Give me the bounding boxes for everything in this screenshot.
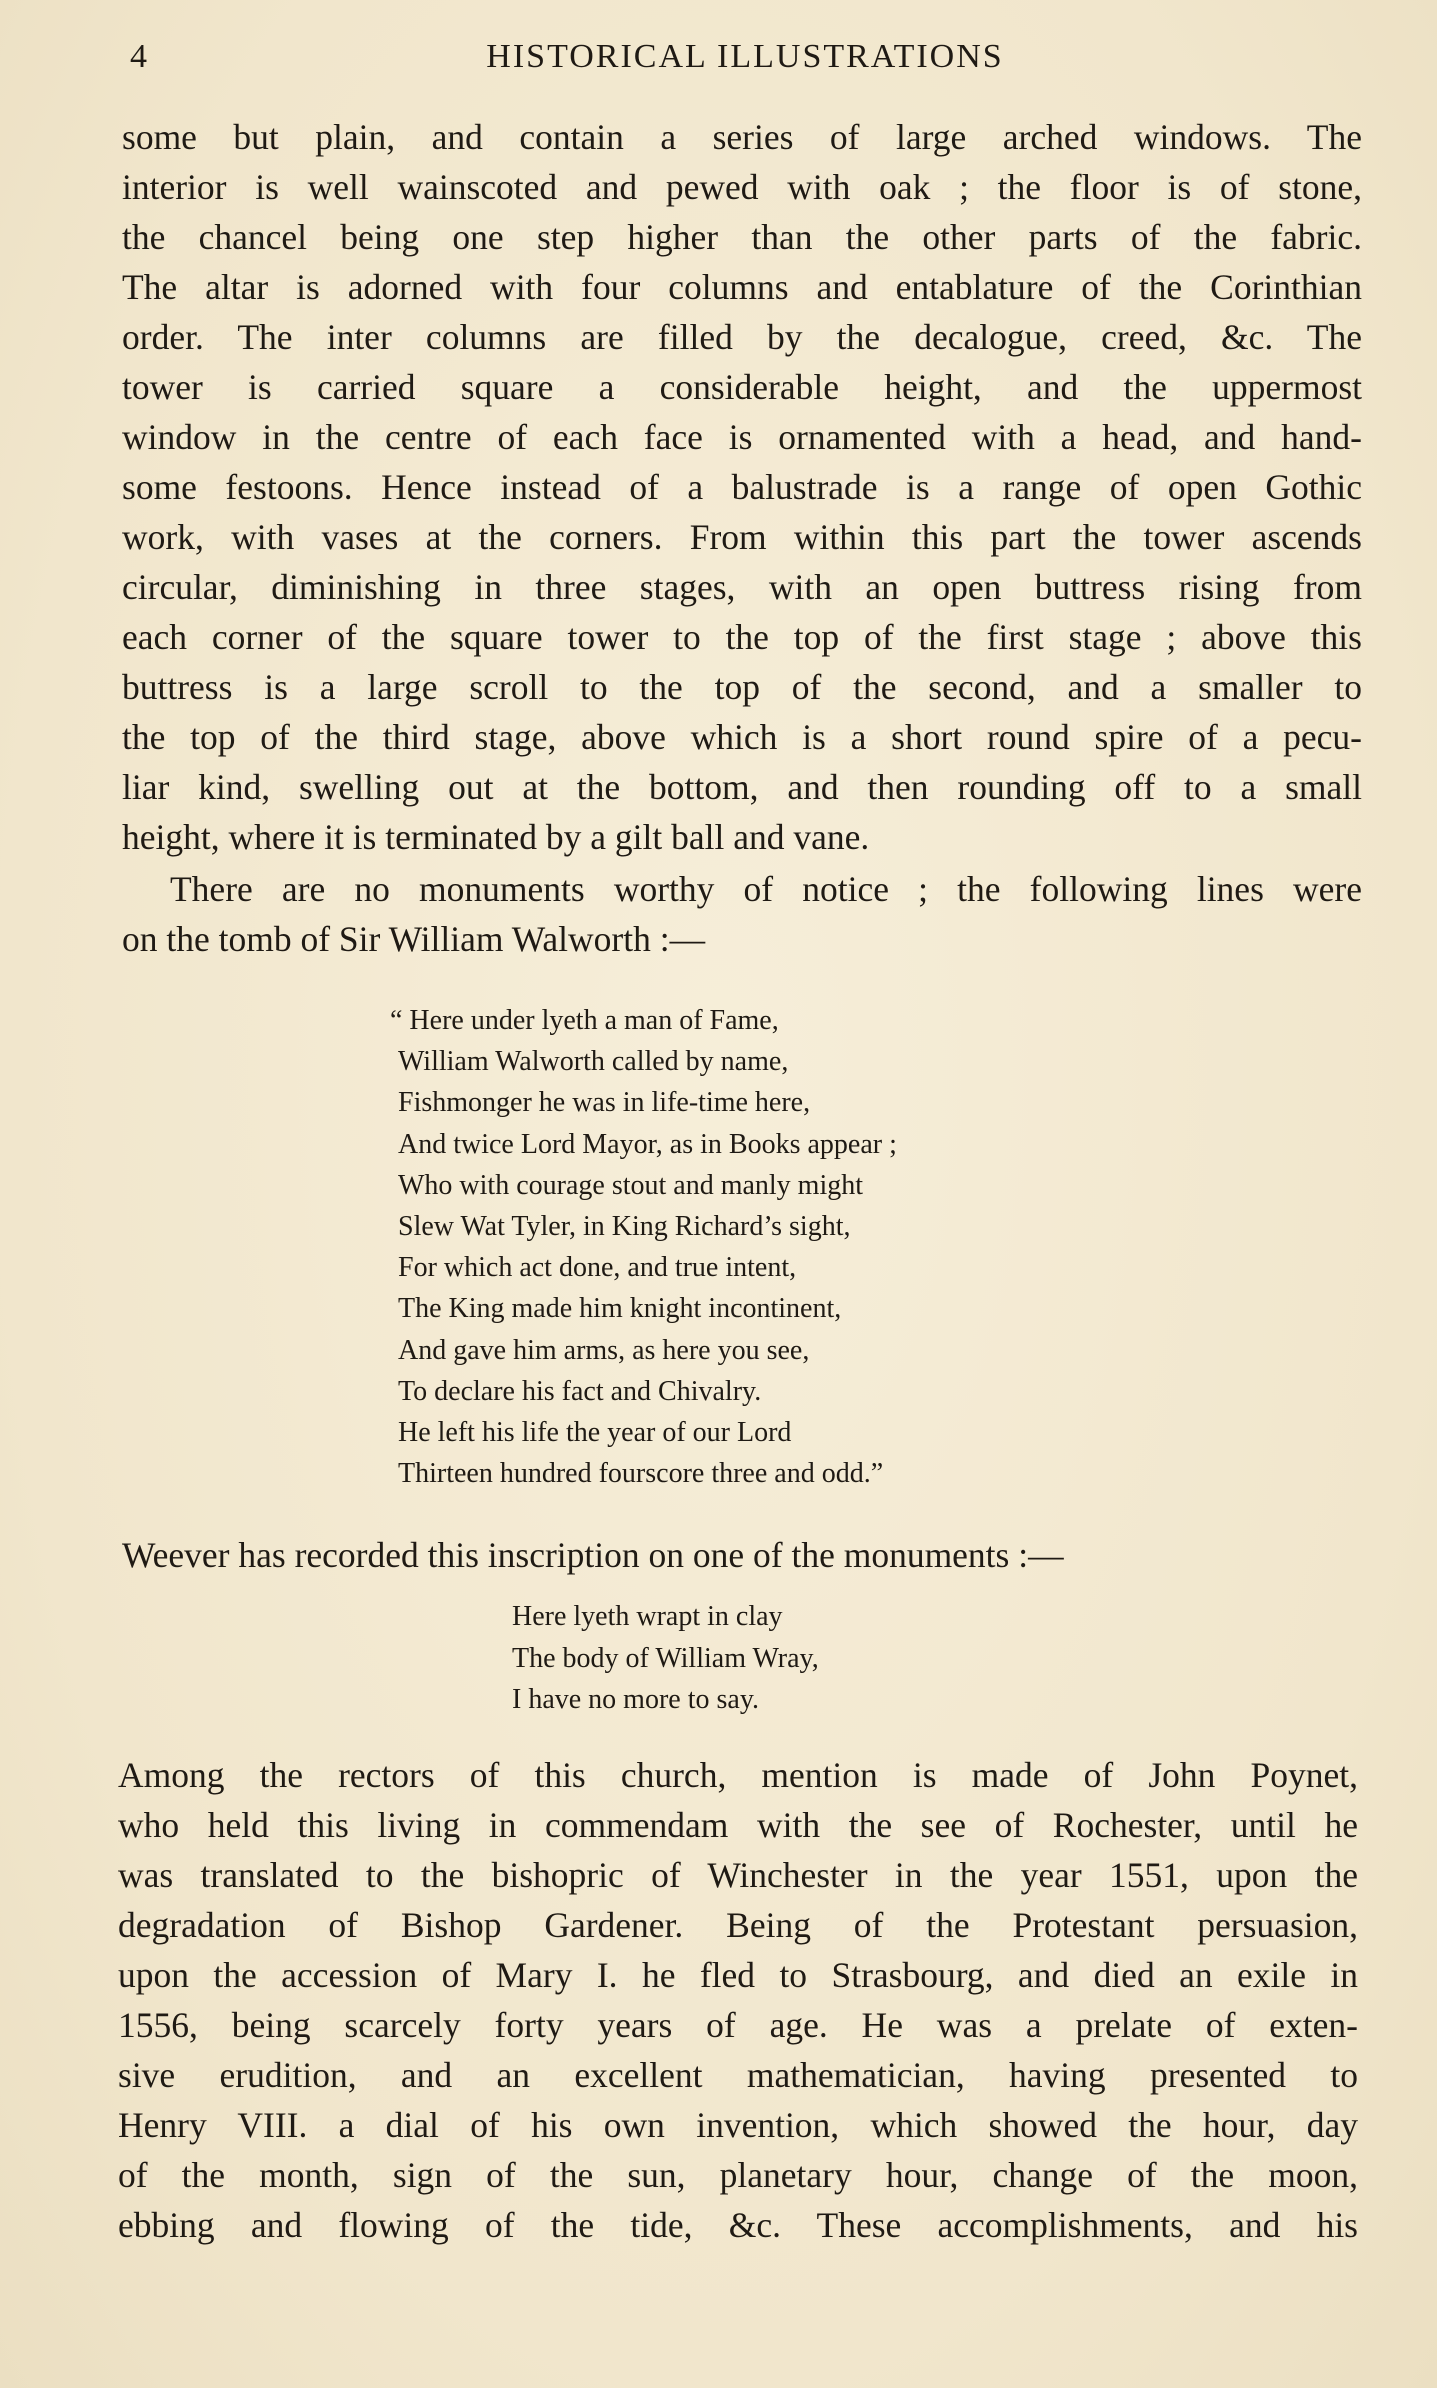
- text-line: Henry VIII. a dial of his own invention, which showed the hour, day: [118, 2105, 1358, 2145]
- verse-line: And gave him arms, as here you see,: [398, 1334, 810, 1366]
- verse-line: Thirteen hundred fourscore three and odd.”: [398, 1458, 884, 1490]
- text-line: tower is carried square a considerable height, and the uppermost: [122, 367, 1362, 407]
- text-line: interior is well wainscoted and pewed with oak ; the floor is of stone,: [122, 167, 1362, 207]
- text-line: some festoons. Hence instead of a balustrade is a range of open Gothic: [122, 467, 1362, 507]
- text-line: liar kind, swelling out at the bottom, and then rounding off to a small: [122, 767, 1362, 807]
- verse-line: Fishmonger he was in life-time here,: [398, 1087, 811, 1119]
- text-line: work, with vases at the corners. From within this part the tower ascends: [122, 517, 1362, 557]
- verse-line: Slew Wat Tyler, in King Richard’s sight,: [398, 1210, 851, 1242]
- running-title: HISTORICAL ILLUSTRATIONS: [486, 38, 1004, 75]
- walworth-epitaph: [390, 1000, 897, 1494]
- verse-line: The body of William Wray,: [512, 1642, 819, 1674]
- text-line: Among the rectors of this church, mention is made of John Poynet,: [118, 1755, 1358, 1795]
- paragraph-monuments: [122, 864, 1362, 964]
- verse-line: He left his life the year of our Lord: [398, 1416, 792, 1448]
- verse-line: And twice Lord Mayor, as in Books appear ;: [398, 1128, 897, 1160]
- text-line: on the tomb of Sir William Walworth :—: [122, 919, 706, 959]
- text-line: The altar is adorned with four columns and entablature of the Corinthian: [122, 267, 1362, 307]
- verse-line: Who with courage stout and manly might: [398, 1169, 864, 1201]
- wray-epitaph: [512, 1596, 819, 1721]
- text-line: who held this living in commendam with the see of Rochester, until he: [118, 1805, 1358, 1845]
- page-header: [130, 38, 1360, 88]
- text-line: circular, diminishing in three stages, with an open buttress rising from: [122, 567, 1362, 607]
- text-line: each corner of the square tower to the top of the first stage ; above this: [122, 617, 1362, 657]
- text-line: Weever has recorded this inscription on one of the monuments :—: [122, 1535, 1064, 1575]
- verse-line: The King made him knight incontinent,: [398, 1293, 842, 1325]
- text-line: 1556, being scarcely forty years of age. He was a prelate of exten-: [118, 2005, 1358, 2045]
- verse-line: William Walworth called by name,: [398, 1046, 789, 1078]
- text-line: the chancel being one step higher than the other parts of the fabric.: [122, 217, 1362, 257]
- text-line: the top of the third stage, above which is a short round spire of a pecu-: [122, 717, 1362, 757]
- text-line: There are no monuments worthy of notice ; the following lines were: [170, 869, 1362, 909]
- text-line: sive erudition, and an excellent mathematician, having presented to: [118, 2055, 1358, 2095]
- verse-line: I have no more to say.: [512, 1684, 759, 1715]
- text-line: some but plain, and contain a series of large arched windows. The: [122, 117, 1362, 157]
- text-line: was translated to the bishopric of Winchester in the year 1551, upon the: [118, 1855, 1358, 1895]
- page-number: 4: [130, 38, 148, 75]
- text-line: ebbing and flowing of the tide, &c. These accomplishments, and his: [118, 2205, 1358, 2245]
- verse-line: To declare his fact and Chivalry.: [398, 1375, 762, 1407]
- paragraph-rectors: [118, 1750, 1358, 2250]
- verse-line: “ Here under lyeth a man of Fame,: [390, 1005, 779, 1036]
- text-line: height, where it is terminated by a gilt ball and vane.: [122, 817, 870, 857]
- paragraph-weever: [122, 1530, 1362, 1580]
- text-line: upon the accession of Mary I. he fled to Strasbourg, and died an exile in: [118, 1955, 1358, 1995]
- paragraph-church-description: [122, 112, 1362, 862]
- text-line: order. The inter columns are filled by the decalogue, creed, &c. The: [122, 317, 1362, 357]
- text-line: degradation of Bishop Gardener. Being of the Protestant persuasion,: [118, 1905, 1358, 1945]
- verse-line: Here lyeth wrapt in clay: [512, 1601, 783, 1632]
- text-line: window in the centre of each face is ornamented with a head, and hand-: [122, 417, 1362, 457]
- text-line: buttress is a large scroll to the top of the second, and a smaller to: [122, 667, 1362, 707]
- verse-line: For which act done, and true intent,: [398, 1252, 797, 1284]
- text-line: of the month, sign of the sun, planetary hour, change of the moon,: [118, 2155, 1358, 2195]
